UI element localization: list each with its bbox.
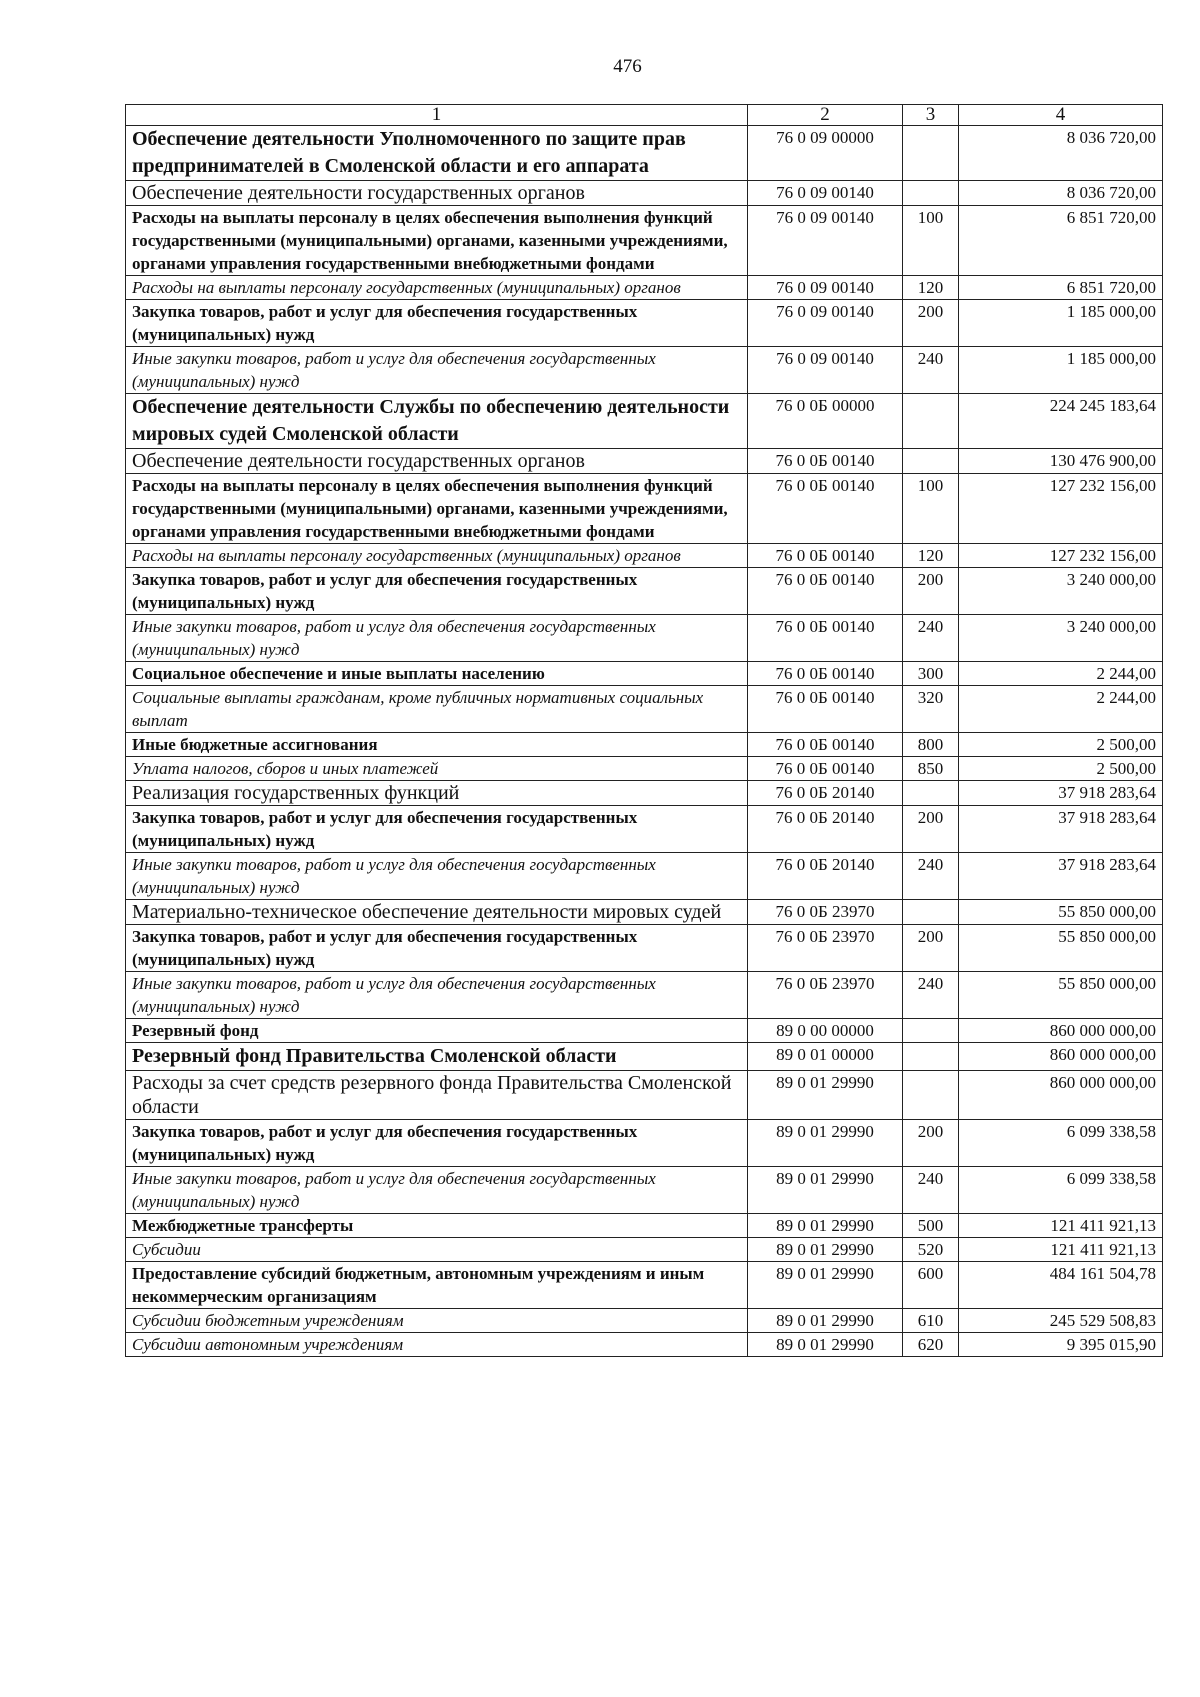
row-amount: 55 850 000,00 <box>959 925 1163 972</box>
row-expense-type: 200 <box>903 300 959 347</box>
row-target-code: 76 0 0Б 00140 <box>748 757 903 781</box>
row-target-code: 89 0 01 00000 <box>748 1043 903 1071</box>
row-expense-type: 100 <box>903 206 959 276</box>
header-col-4: 4 <box>959 105 1163 126</box>
table-body <box>126 126 1163 1357</box>
table-row <box>126 449 1163 474</box>
row-expense-type: 200 <box>903 1120 959 1167</box>
table-row <box>126 1167 1163 1214</box>
row-target-code: 76 0 09 00140 <box>748 347 903 394</box>
row-name: Закупка товаров, работ и услуг для обеспечения государственных (муниципальных) нужд <box>126 1120 748 1167</box>
table-row <box>126 1071 1163 1120</box>
row-name: Резервный фонд <box>126 1019 748 1043</box>
row-amount: 9 395 015,90 <box>959 1333 1163 1357</box>
table-row <box>126 781 1163 806</box>
row-expense-type <box>903 394 959 449</box>
row-name: Расходы на выплаты персоналу в целях обеспечения выполнения функций государственными (муниципальными) органами, казенными учреждениями, органами управления государственными внебюджетными фондами <box>126 206 748 276</box>
row-target-code: 89 0 00 00000 <box>748 1019 903 1043</box>
table-row <box>126 181 1163 206</box>
row-amount: 6 851 720,00 <box>959 276 1163 300</box>
row-expense-type: 620 <box>903 1333 959 1357</box>
table-row <box>126 1019 1163 1043</box>
table-row <box>126 806 1163 853</box>
row-expense-type: 610 <box>903 1309 959 1333</box>
row-name: Закупка товаров, работ и услуг для обеспечения государственных (муниципальных) нужд <box>126 568 748 615</box>
row-expense-type: 240 <box>903 347 959 394</box>
row-target-code: 89 0 01 29990 <box>748 1071 903 1120</box>
row-amount: 37 918 283,64 <box>959 781 1163 806</box>
row-name: Субсидии автономным учреждениям <box>126 1333 748 1357</box>
table-row <box>126 1043 1163 1071</box>
row-name: Межбюджетные трансферты <box>126 1214 748 1238</box>
row-name: Расходы на выплаты персоналу государственных (муниципальных) органов <box>126 544 748 568</box>
row-amount: 127 232 156,00 <box>959 544 1163 568</box>
table-row <box>126 900 1163 925</box>
row-amount: 127 232 156,00 <box>959 474 1163 544</box>
table-row <box>126 276 1163 300</box>
row-expense-type <box>903 900 959 925</box>
row-target-code: 76 0 0Б 23970 <box>748 900 903 925</box>
table-row <box>126 126 1163 181</box>
row-target-code: 76 0 0Б 23970 <box>748 972 903 1019</box>
row-expense-type: 120 <box>903 276 959 300</box>
row-expense-type: 100 <box>903 474 959 544</box>
row-target-code: 76 0 0Б 20140 <box>748 853 903 900</box>
table-row <box>126 300 1163 347</box>
row-name: Обеспечение деятельности государственных органов <box>126 449 748 474</box>
row-target-code: 89 0 01 29990 <box>748 1309 903 1333</box>
row-target-code: 89 0 01 29990 <box>748 1333 903 1357</box>
table-row <box>126 1214 1163 1238</box>
row-expense-type: 120 <box>903 544 959 568</box>
row-expense-type: 600 <box>903 1262 959 1309</box>
table-row <box>126 757 1163 781</box>
table-row <box>126 733 1163 757</box>
table-row <box>126 853 1163 900</box>
row-target-code: 76 0 09 00140 <box>748 181 903 206</box>
row-amount: 55 850 000,00 <box>959 972 1163 1019</box>
header-col-2: 2 <box>748 105 903 126</box>
row-amount: 37 918 283,64 <box>959 853 1163 900</box>
table-row <box>126 474 1163 544</box>
row-name: Социальные выплаты гражданам, кроме публичных нормативных социальных выплат <box>126 686 748 733</box>
row-name: Реализация государственных функций <box>126 781 748 806</box>
row-amount: 55 850 000,00 <box>959 900 1163 925</box>
row-target-code: 76 0 0Б 00140 <box>748 474 903 544</box>
row-amount: 6 851 720,00 <box>959 206 1163 276</box>
table-row <box>126 1262 1163 1309</box>
row-target-code: 76 0 0Б 00140 <box>748 686 903 733</box>
row-target-code: 89 0 01 29990 <box>748 1167 903 1214</box>
row-amount: 2 500,00 <box>959 757 1163 781</box>
row-name: Социальное обеспечение и иные выплаты населению <box>126 662 748 686</box>
table-row <box>126 1120 1163 1167</box>
row-name: Иные закупки товаров, работ и услуг для обеспечения государственных (муниципальных) нужд <box>126 615 748 662</box>
row-amount: 8 036 720,00 <box>959 126 1163 181</box>
row-name: Расходы на выплаты персоналу государственных (муниципальных) органов <box>126 276 748 300</box>
row-name: Предоставление субсидий бюджетным, автономным учреждениям и иным некоммерческим организациям <box>126 1262 748 1309</box>
row-expense-type <box>903 449 959 474</box>
budget-table <box>125 104 1163 1357</box>
table-row <box>126 206 1163 276</box>
row-amount: 860 000 000,00 <box>959 1071 1163 1120</box>
row-amount: 6 099 338,58 <box>959 1167 1163 1214</box>
header-col-3: 3 <box>903 105 959 126</box>
row-amount: 130 476 900,00 <box>959 449 1163 474</box>
row-expense-type <box>903 1071 959 1120</box>
row-target-code: 89 0 01 29990 <box>748 1214 903 1238</box>
table-row <box>126 972 1163 1019</box>
row-expense-type <box>903 126 959 181</box>
row-name: Обеспечение деятельности Службы по обеспечению деятельности мировых судей Смоленской области <box>126 394 748 449</box>
row-target-code: 76 0 0Б 00140 <box>748 449 903 474</box>
row-amount: 2 244,00 <box>959 662 1163 686</box>
row-name: Материально-техническое обеспечение деятельности мировых судей <box>126 900 748 925</box>
page-number: 476 <box>613 56 642 77</box>
row-name: Обеспечение деятельности Уполномоченного по защите прав предпринимателей в Смоленской области и его аппарата <box>126 126 748 181</box>
row-expense-type: 240 <box>903 972 959 1019</box>
header-row <box>126 105 1163 126</box>
row-name: Иные закупки товаров, работ и услуг для обеспечения государственных (муниципальных) нужд <box>126 972 748 1019</box>
row-name: Закупка товаров, работ и услуг для обеспечения государственных (муниципальных) нужд <box>126 806 748 853</box>
row-amount: 1 185 000,00 <box>959 347 1163 394</box>
row-target-code: 76 0 0Б 20140 <box>748 806 903 853</box>
table-row <box>126 1238 1163 1262</box>
table-row <box>126 662 1163 686</box>
row-target-code: 76 0 09 00140 <box>748 276 903 300</box>
row-target-code: 76 0 0Б 00140 <box>748 662 903 686</box>
row-name: Закупка товаров, работ и услуг для обеспечения государственных (муниципальных) нужд <box>126 300 748 347</box>
table-row <box>126 1309 1163 1333</box>
row-name: Субсидии бюджетным учреждениям <box>126 1309 748 1333</box>
row-target-code: 76 0 09 00140 <box>748 206 903 276</box>
row-name: Иные закупки товаров, работ и услуг для обеспечения государственных (муниципальных) нужд <box>126 853 748 900</box>
row-amount: 3 240 000,00 <box>959 568 1163 615</box>
row-amount: 8 036 720,00 <box>959 181 1163 206</box>
row-target-code: 76 0 0Б 20140 <box>748 781 903 806</box>
row-expense-type: 240 <box>903 1167 959 1214</box>
row-expense-type <box>903 1043 959 1071</box>
row-amount: 37 918 283,64 <box>959 806 1163 853</box>
row-target-code: 76 0 0Б 00140 <box>748 733 903 757</box>
table-row <box>126 568 1163 615</box>
row-target-code: 76 0 0Б 00140 <box>748 615 903 662</box>
row-name: Закупка товаров, работ и услуг для обеспечения государственных (муниципальных) нужд <box>126 925 748 972</box>
row-target-code: 76 0 0Б 23970 <box>748 925 903 972</box>
row-target-code: 89 0 01 29990 <box>748 1262 903 1309</box>
row-amount: 245 529 508,83 <box>959 1309 1163 1333</box>
row-expense-type: 500 <box>903 1214 959 1238</box>
row-name: Иные закупки товаров, работ и услуг для обеспечения государственных (муниципальных) нужд <box>126 1167 748 1214</box>
row-expense-type <box>903 781 959 806</box>
row-name: Обеспечение деятельности государственных органов <box>126 181 748 206</box>
row-amount: 860 000 000,00 <box>959 1019 1163 1043</box>
row-expense-type: 200 <box>903 568 959 615</box>
row-target-code: 76 0 0Б 00000 <box>748 394 903 449</box>
row-expense-type: 800 <box>903 733 959 757</box>
row-amount: 484 161 504,78 <box>959 1262 1163 1309</box>
row-name: Расходы за счет средств резервного фонда Правительства Смоленской области <box>126 1071 748 1120</box>
row-target-code: 76 0 0Б 00140 <box>748 568 903 615</box>
row-target-code: 89 0 01 29990 <box>748 1238 903 1262</box>
table-row <box>126 1333 1163 1357</box>
row-expense-type: 240 <box>903 853 959 900</box>
row-name: Иные бюджетные ассигнования <box>126 733 748 757</box>
table-row <box>126 394 1163 449</box>
row-target-code: 76 0 0Б 00140 <box>748 544 903 568</box>
table-row <box>126 925 1163 972</box>
row-target-code: 76 0 09 00000 <box>748 126 903 181</box>
row-amount: 2 500,00 <box>959 733 1163 757</box>
table-row <box>126 686 1163 733</box>
row-target-code: 76 0 09 00140 <box>748 300 903 347</box>
table-row <box>126 615 1163 662</box>
row-amount: 1 185 000,00 <box>959 300 1163 347</box>
row-target-code: 89 0 01 29990 <box>748 1120 903 1167</box>
row-name: Резервный фонд Правительства Смоленской области <box>126 1043 748 1071</box>
row-name: Расходы на выплаты персоналу в целях обеспечения выполнения функций государственными (муниципальными) органами, казенными учреждениями, органами управления государственными внебюджетными фондами <box>126 474 748 544</box>
row-expense-type: 240 <box>903 615 959 662</box>
row-expense-type: 520 <box>903 1238 959 1262</box>
row-amount: 121 411 921,13 <box>959 1214 1163 1238</box>
row-expense-type: 300 <box>903 662 959 686</box>
row-expense-type <box>903 181 959 206</box>
row-amount: 121 411 921,13 <box>959 1238 1163 1262</box>
header-col-1: 1 <box>126 105 748 126</box>
row-amount: 3 240 000,00 <box>959 615 1163 662</box>
table-row <box>126 347 1163 394</box>
row-amount: 2 244,00 <box>959 686 1163 733</box>
table-row <box>126 544 1163 568</box>
row-name: Субсидии <box>126 1238 748 1262</box>
row-expense-type: 200 <box>903 806 959 853</box>
row-amount: 860 000 000,00 <box>959 1043 1163 1071</box>
row-name: Уплата налогов, сборов и иных платежей <box>126 757 748 781</box>
row-amount: 6 099 338,58 <box>959 1120 1163 1167</box>
row-amount: 224 245 183,64 <box>959 394 1163 449</box>
row-name: Иные закупки товаров, работ и услуг для обеспечения государственных (муниципальных) нужд <box>126 347 748 394</box>
row-expense-type: 320 <box>903 686 959 733</box>
row-expense-type <box>903 1019 959 1043</box>
row-expense-type: 200 <box>903 925 959 972</box>
row-expense-type: 850 <box>903 757 959 781</box>
